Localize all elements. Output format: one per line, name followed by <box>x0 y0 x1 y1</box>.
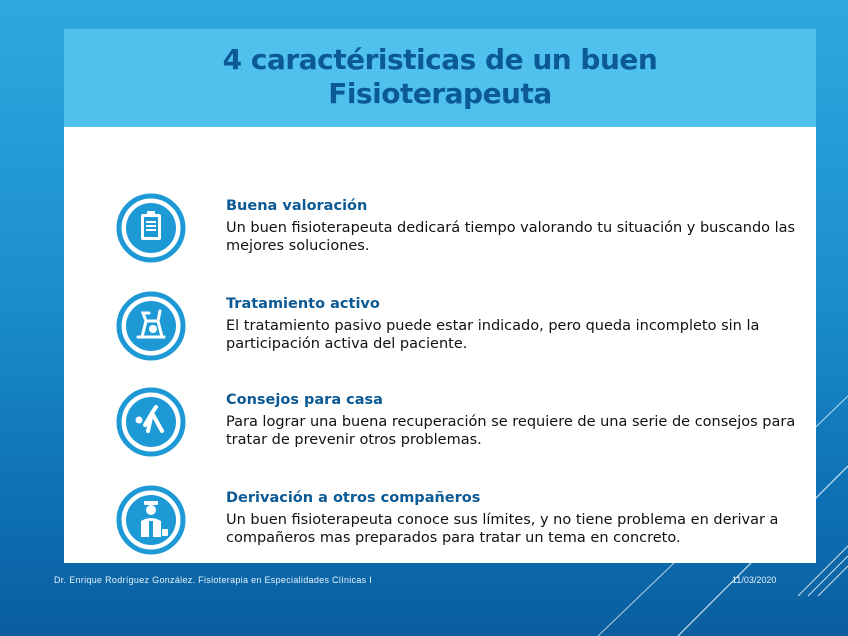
item-description: Un buen fisioterapeuta dedicará tiempo valorando tu situación y buscando las mejores soluciones. <box>226 220 796 254</box>
item-description: Para lograr una buena recuperación se requiere de una serie de consejos para tratar de prevenir otros problemas. <box>226 414 796 448</box>
item-title: Buena valoración <box>226 198 368 214</box>
item-title: Consejos para casa <box>226 392 383 408</box>
footer-author: Dr. Enrique Rodríguez González. Fisioterapia en Especialidades Clínicas I <box>54 575 373 585</box>
item-description: El tratamiento pasivo puede estar indicado, pero queda incompleto sin la participación activa del paciente. <box>226 318 760 352</box>
characteristic-item <box>116 291 796 371</box>
doctor-icon <box>116 485 186 555</box>
slide-title <box>64 29 816 111</box>
stretching-person-icon <box>116 387 186 457</box>
characteristic-item <box>116 387 796 467</box>
item-title: Tratamiento activo <box>226 296 380 312</box>
item-title: Derivación a otros compañeros <box>226 490 481 506</box>
exercise-bike-icon <box>116 291 186 361</box>
title-line-2: Fisioterapeuta <box>328 77 552 110</box>
characteristic-item <box>116 485 796 565</box>
item-description: Un buen fisioterapeuta conoce sus límites, y no tiene problema en derivar a compañeros mas preparados para tratar un tema en concreto. <box>226 512 779 546</box>
clipboard-icon <box>116 193 186 263</box>
footer-date: 11/03/2020 <box>732 575 777 585</box>
title-banner <box>64 29 816 127</box>
characteristic-item <box>116 193 796 273</box>
infographic-card <box>64 29 816 563</box>
title-line-1: 4 caractéristicas de un buen <box>222 43 658 76</box>
